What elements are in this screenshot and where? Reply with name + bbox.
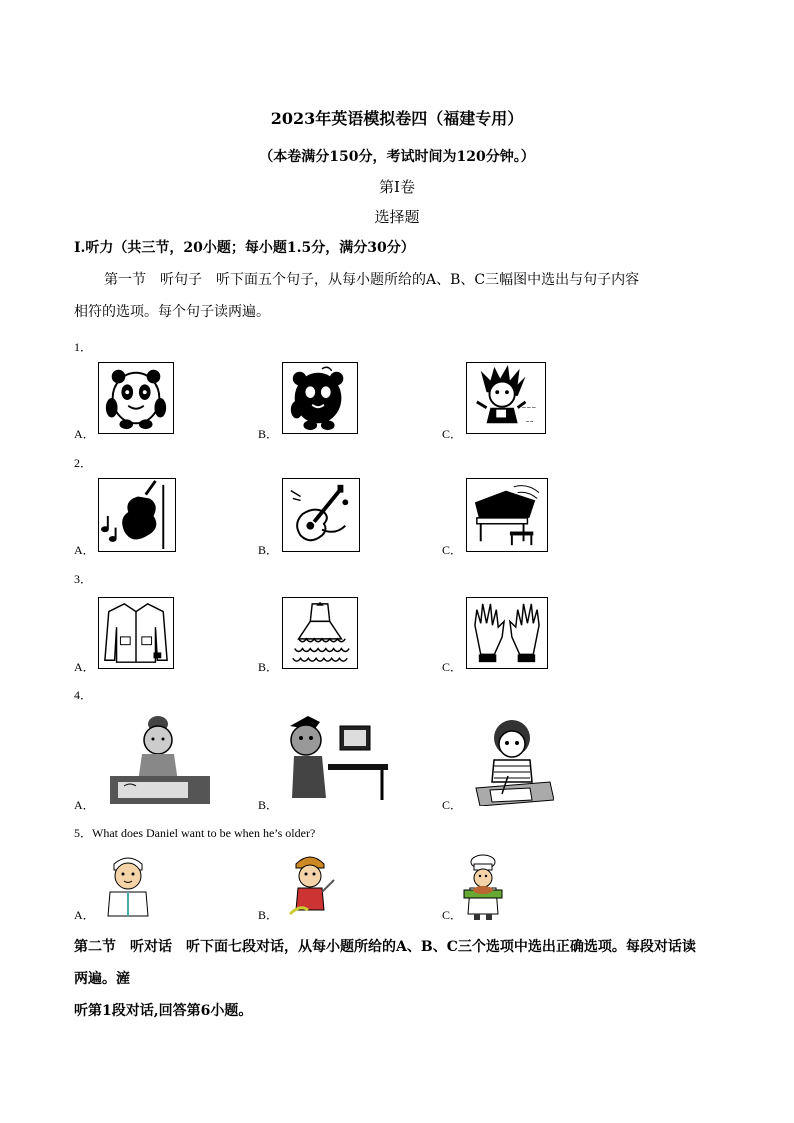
section1-instructions-line2: 相符的选项。每个句子读两遍。: [74, 304, 270, 320]
question-number: 4．: [74, 688, 93, 702]
dress-icon[interactable]: [282, 597, 358, 669]
exam-title: 2023年英语模拟卷四（福建专用）: [270, 109, 524, 128]
option-b-label: B．: [258, 427, 279, 441]
section1-instructions-line1: 第一节 听句子 听下面五个句子，从每小题所给的A、B、C三幅图中选出与句子内容: [104, 272, 640, 288]
chef-icon[interactable]: [462, 854, 504, 920]
section2-dialogue1-prompt: 听第1段对话,回答第6小题。: [74, 1003, 253, 1019]
question-number: 1．: [74, 340, 93, 354]
question-5-text: [74, 824, 315, 841]
bingdwendwen-silhouette-icon[interactable]: [282, 362, 358, 434]
option-a-label: A．: [74, 908, 95, 922]
option-c-label: C．: [442, 908, 463, 922]
gloves-icon[interactable]: [466, 597, 548, 669]
question-prompt: What does Daniel want to be when he’s older?: [92, 826, 316, 840]
guitar-icon[interactable]: [282, 478, 360, 552]
option-b-label: B．: [258, 908, 279, 922]
exam-subtitle: （本卷满分150分，考试时间为120分钟。）: [259, 149, 535, 165]
panda-mascot-icon[interactable]: [98, 362, 174, 434]
violin-icon[interactable]: [98, 478, 176, 552]
section2-instructions-line1: 第二节 听对话 听下面七段对话，从每小题所给的A、B、C三个选项中选出正确选项。每段对话读: [74, 939, 696, 955]
option-a-label: A．: [74, 427, 95, 441]
option-c-label: C．: [442, 427, 463, 441]
question-number: 3．: [74, 572, 93, 586]
flame-mascot-icon[interactable]: [466, 362, 546, 434]
piano-icon[interactable]: [466, 478, 548, 552]
option-b-label: B．: [258, 660, 279, 674]
boy-computer-icon[interactable]: [282, 712, 392, 802]
option-a-label: A．: [74, 543, 95, 557]
option-b-label: B．: [258, 543, 279, 557]
option-c-label: C．: [442, 798, 463, 812]
option-a-label: A．: [74, 660, 95, 674]
option-b-label: B．: [258, 798, 279, 812]
listening-heading: Ⅰ.听力（共三节，20小题；每小题1.5分，满分30分）: [74, 240, 415, 256]
option-c-label: C．: [442, 543, 463, 557]
option-c-label: C．: [442, 660, 463, 674]
girl-writing-icon[interactable]: [470, 716, 554, 806]
svg-text:~~: ~~: [525, 419, 534, 426]
question-number: 2．: [74, 456, 93, 470]
section2-instructions-line2: 两遍。滻: [74, 971, 130, 987]
firefighter-icon[interactable]: [286, 852, 336, 918]
part-label: 选择题: [374, 208, 420, 226]
doctor-icon[interactable]: [100, 852, 156, 918]
svg-text:~~~: ~~~: [521, 405, 537, 412]
question-number: 5．: [74, 826, 93, 840]
option-a-label: A．: [74, 798, 95, 812]
volume-label: 第Ⅰ卷: [379, 178, 415, 196]
jacket-icon[interactable]: [98, 597, 174, 669]
girl-washing-icon[interactable]: [106, 712, 212, 806]
